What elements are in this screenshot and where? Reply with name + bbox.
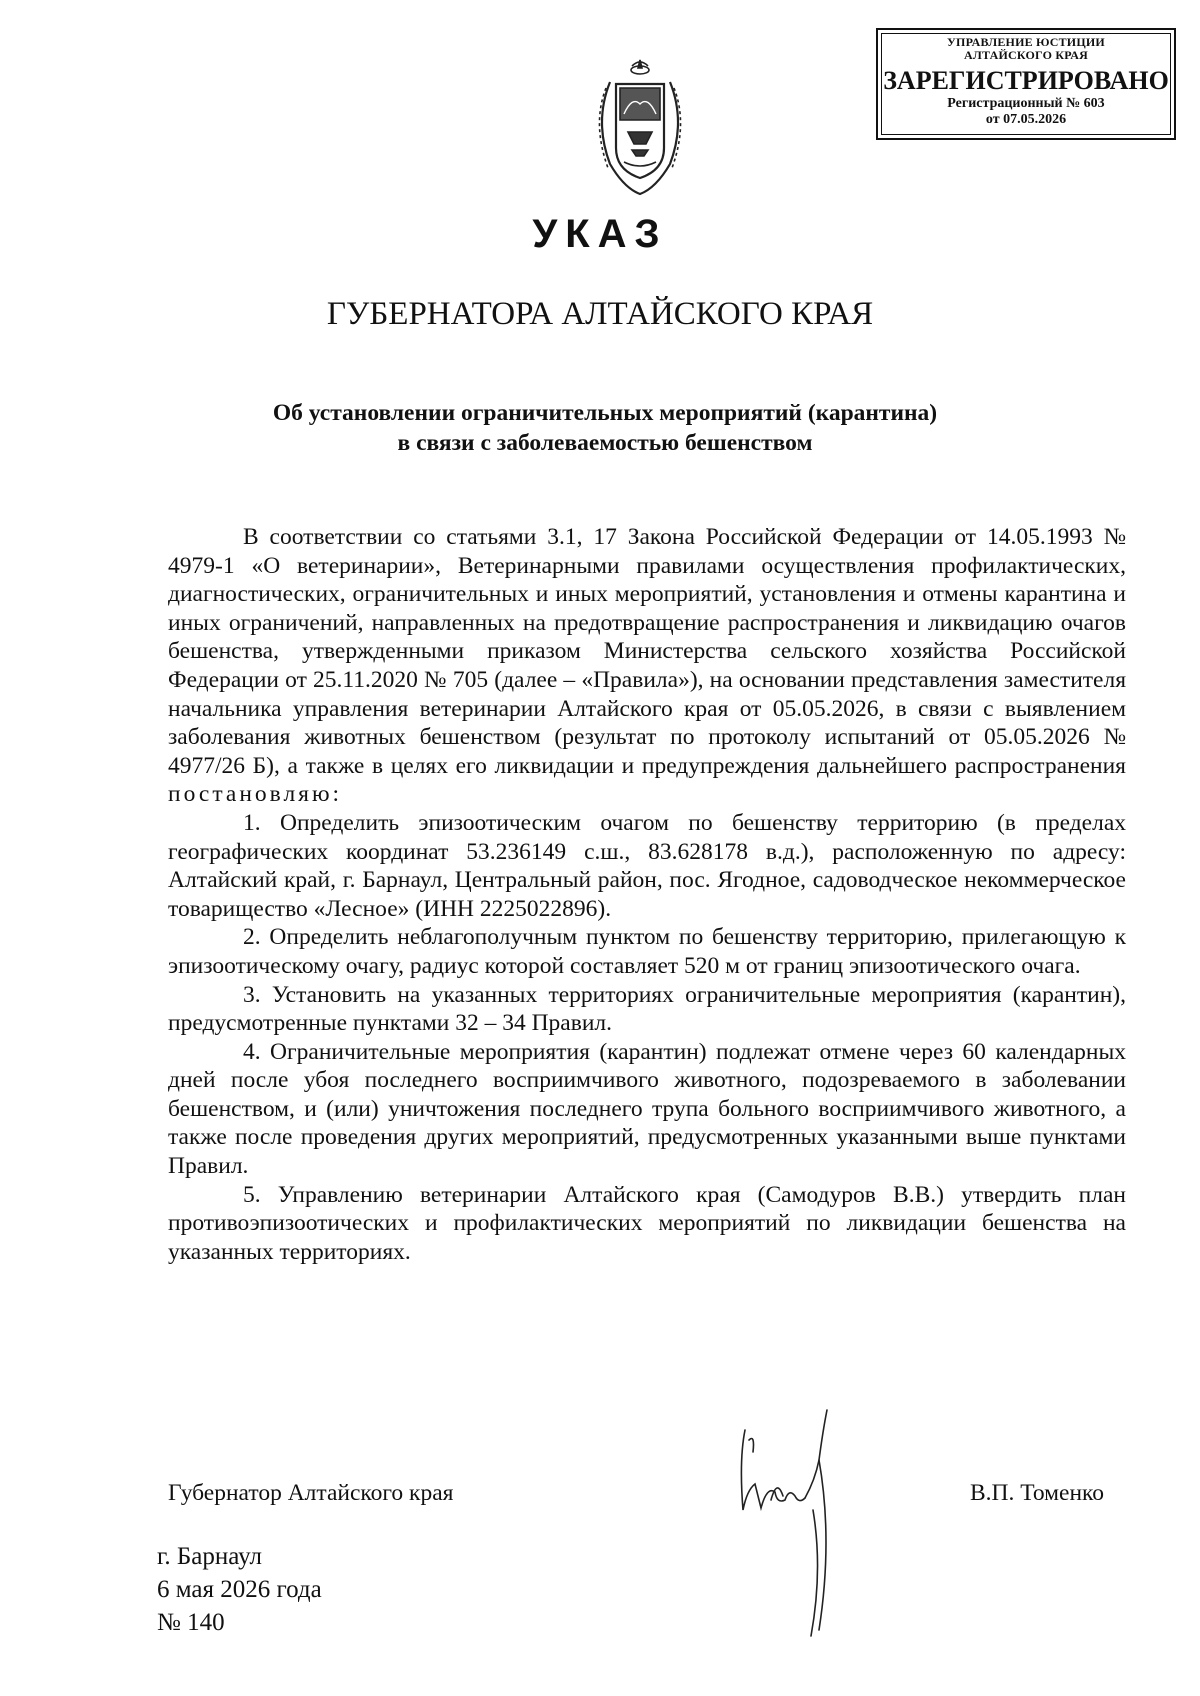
stamp-status: ЗАРЕГИСТРИРОВАНО bbox=[883, 66, 1169, 95]
document-body bbox=[168, 523, 1126, 1266]
coat-of-arms-emblem bbox=[580, 52, 700, 202]
stamp-org-line2: АЛТАЙСКОГО КРАЯ bbox=[964, 48, 1088, 62]
decree-word: постановляю bbox=[168, 781, 333, 808]
preamble-paragraph bbox=[168, 523, 1126, 809]
item-5: 5. Управлению ветеринарии Алтайского края (Самодуров В.В.) утвердить план противоэпизоотических и профилактических мероприятий по ликвидации бешенства на указанных территориях. bbox=[168, 1181, 1126, 1265]
issue-place-date bbox=[157, 1540, 322, 1639]
issue-city: г. Барнаул bbox=[157, 1543, 262, 1570]
item-2: 2. Определить неблагополучным пунктом по бешенству территорию, прилегающую к эпизоотическому очагу, радиус которой составляет 520 м от границ эпизоотического очага. bbox=[168, 924, 1126, 979]
decree-colon: : bbox=[332, 781, 340, 808]
signatory-name: В.П. Томенко bbox=[970, 1480, 1105, 1506]
stamp-inner-border bbox=[881, 33, 1171, 135]
handwritten-signature bbox=[715, 1400, 865, 1640]
stamp-reg-date: от 07.05.2026 bbox=[985, 112, 1067, 127]
issue-date: 6 мая 2026 года bbox=[157, 1576, 322, 1603]
stamp-org-line1: УПРАВЛЕНИЕ ЮСТИЦИИ bbox=[947, 35, 1105, 49]
stamp-reg-number: Регистрационный № 603 bbox=[947, 96, 1105, 111]
registration-stamp bbox=[876, 28, 1176, 140]
document-type-title: УКАЗ bbox=[532, 212, 668, 256]
item-4: 4. Ограничительные мероприятия (карантин) подлежат отмене через 60 календарных дней после убоя последнего восприимчивого животного, подозреваемого в заболевании бешенством, и (или) уничтожения последнего трупа больного восприимчивого животного, а также после проведения других мероприятий, предусмотренных указанными выше пунктами Правил. bbox=[168, 1038, 1126, 1180]
item-3: 3. Установить на указанных территориях ограничительные мероприятия (карантин), предусмотренные пунктами 32 – 34 Правил. bbox=[168, 981, 1126, 1037]
item-1: 1. Определить эпизоотическим очагом по бешенству территорию (в пределах географических координат 53.236149 с.ш., 83.628178 в.д.), расположенную по адресу: Алтайский край, г. Барнаул, Центральный район, пос. Ягодное, садоводческое некоммерческое товарищество «Лесное» (ИНН 2225022896). bbox=[168, 809, 1126, 922]
document-subject bbox=[160, 398, 1050, 458]
issuer-title: ГУБЕРНАТОРА АЛТАЙСКОГО КРАЯ bbox=[326, 296, 874, 332]
subject-line-1: Об установлении ограничительных мероприятий (карантина) bbox=[272, 400, 938, 426]
signatory-title: Губернатор Алтайского края bbox=[168, 1480, 454, 1506]
subject-line-2: в связи с заболеваемостью бешенством bbox=[397, 430, 813, 456]
preamble-text: В соответствии со статьями 3.1, 17 Закона Российской Федерации от 14.05.1993 № 4979-1 «О ветеринарии», Ветеринарными правилами осуществления профилактических, диагностических, ограничительных и иных мероприятий, установления и отмены карантина и иных ограничений, направленных на предотвращение распространения и ликвидацию очагов бешенства, утвержденными приказом Министерства сельского хозяйства Российской Федерации от 25.11.2020 № 705 (далее – «Правила»), на основании представления заместителя начальника управления ветеринарии Алтайского края от 05.05.2026, в связи с выявлением заболевания животных бешенством (результат по протоколу испытаний от 05.05.2026 № 4977/26 Б), а также в целях его ликвидации и предупреждения дальнейшего распространения bbox=[168, 524, 1126, 779]
document-number: № 140 bbox=[157, 1609, 225, 1636]
